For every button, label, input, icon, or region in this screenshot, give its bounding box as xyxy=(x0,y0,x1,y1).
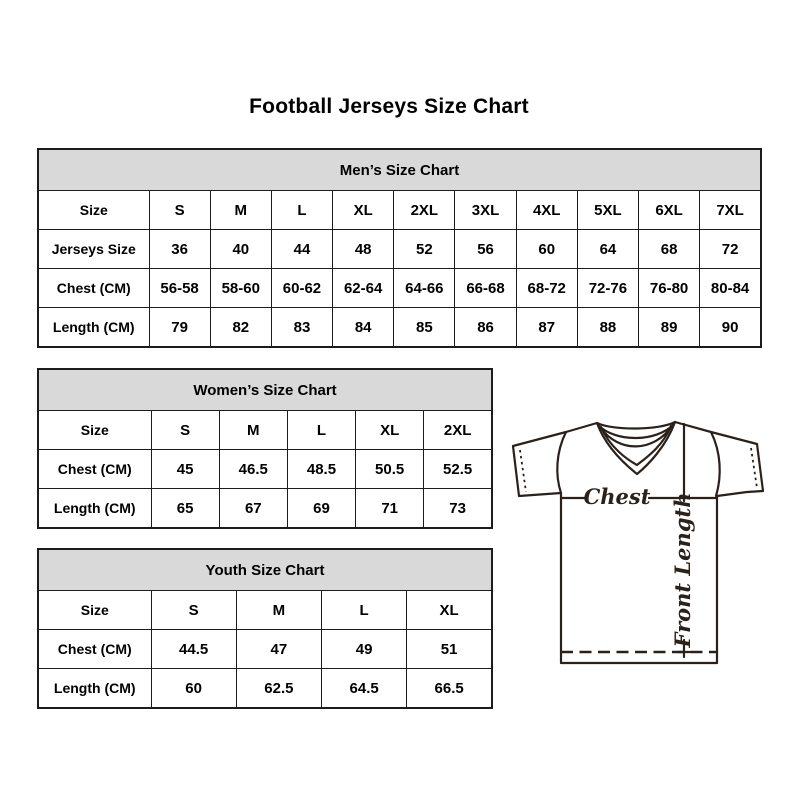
size-cell: 87 xyxy=(516,308,577,348)
table-row xyxy=(38,489,492,529)
size-cell: 83 xyxy=(271,308,332,348)
size-cell: 66.5 xyxy=(407,669,492,709)
size-cell: 64 xyxy=(577,230,638,269)
size-cell: 82 xyxy=(210,308,271,348)
size-header-cell: L xyxy=(322,591,407,630)
size-cell: 64.5 xyxy=(322,669,407,709)
size-cell: 86 xyxy=(455,308,516,348)
table-row xyxy=(38,230,761,269)
size-table xyxy=(37,548,493,709)
size-cell: 88 xyxy=(577,308,638,348)
size-cell: 62.5 xyxy=(236,669,321,709)
size-cell: 66-68 xyxy=(455,269,516,308)
size-header-cell: M xyxy=(236,591,321,630)
table-row xyxy=(38,269,761,308)
size-cell: 73 xyxy=(424,489,492,529)
size-cell: 85 xyxy=(394,308,455,348)
size-cell: 90 xyxy=(700,308,761,348)
size-cell: 68-72 xyxy=(516,269,577,308)
size-cell: 46.5 xyxy=(219,450,287,489)
size-cell: 36 xyxy=(149,230,210,269)
table-row xyxy=(38,630,492,669)
table-row xyxy=(38,308,761,348)
size-header-cell: 2XL xyxy=(424,411,492,450)
collar-top-curve xyxy=(597,422,675,429)
size-header-cell: M xyxy=(219,411,287,450)
size-cell: 71 xyxy=(356,489,424,529)
size-header-cell: XL xyxy=(407,591,492,630)
size-header-cell: 7XL xyxy=(700,191,761,230)
size-cell: 64-66 xyxy=(394,269,455,308)
size-cell: 49 xyxy=(322,630,407,669)
size-cell: 76-80 xyxy=(639,269,700,308)
row-label: Chest (CM) xyxy=(38,630,151,669)
size-cell: 72 xyxy=(700,230,761,269)
size-cell: 62-64 xyxy=(333,269,394,308)
size-cell: 56 xyxy=(455,230,516,269)
size-header-cell: S xyxy=(151,591,236,630)
youth-size-table xyxy=(37,548,493,709)
size-cell: 89 xyxy=(639,308,700,348)
size-cell: 60-62 xyxy=(271,269,332,308)
table-title-band: Youth Size Chart xyxy=(38,549,492,591)
size-cell: 72-76 xyxy=(577,269,638,308)
size-header-cell: 5XL xyxy=(577,191,638,230)
size-header-cell: XL xyxy=(333,191,394,230)
table-row xyxy=(38,669,492,709)
size-header-cell: 6XL xyxy=(639,191,700,230)
chest-label: Chest xyxy=(583,484,651,509)
size-cell: 60 xyxy=(151,669,236,709)
size-cell: 65 xyxy=(151,489,219,529)
size-table xyxy=(37,148,762,348)
size-header-cell: S xyxy=(151,411,219,450)
row-label: Length (CM) xyxy=(38,669,151,709)
size-header-label: Size xyxy=(38,411,151,450)
front-length-label: Front Length xyxy=(670,492,695,648)
size-header-cell: 2XL xyxy=(394,191,455,230)
jersey-diagram xyxy=(500,400,780,680)
size-cell: 84 xyxy=(333,308,394,348)
jersey-svg xyxy=(500,400,780,680)
size-cell: 52 xyxy=(394,230,455,269)
row-label: Length (CM) xyxy=(38,308,149,348)
row-label: Jerseys Size xyxy=(38,230,149,269)
size-cell: 44 xyxy=(271,230,332,269)
row-label: Chest (CM) xyxy=(38,450,151,489)
size-cell: 80-84 xyxy=(700,269,761,308)
size-cell: 56-58 xyxy=(149,269,210,308)
size-cell: 79 xyxy=(149,308,210,348)
row-label: Length (CM) xyxy=(38,489,151,529)
size-header-cell: XL xyxy=(356,411,424,450)
size-cell: 69 xyxy=(287,489,355,529)
size-header-cell: S xyxy=(149,191,210,230)
size-cell: 58-60 xyxy=(210,269,271,308)
jersey-outline xyxy=(513,422,763,663)
size-cell: 52.5 xyxy=(424,450,492,489)
size-cell: 51 xyxy=(407,630,492,669)
size-cell: 50.5 xyxy=(356,450,424,489)
size-cell: 45 xyxy=(151,450,219,489)
size-cell: 44.5 xyxy=(151,630,236,669)
size-header-cell: L xyxy=(287,411,355,450)
size-header-cell: L xyxy=(271,191,332,230)
size-cell: 48.5 xyxy=(287,450,355,489)
table-row xyxy=(38,450,492,489)
table-title-band: Women’s Size Chart xyxy=(38,369,492,411)
row-label: Chest (CM) xyxy=(38,269,149,308)
size-cell: 40 xyxy=(210,230,271,269)
size-cell: 68 xyxy=(639,230,700,269)
size-header-label: Size xyxy=(38,591,151,630)
size-cell: 67 xyxy=(219,489,287,529)
size-cell: 60 xyxy=(516,230,577,269)
womens-size-table xyxy=(37,368,493,529)
size-header-cell: 4XL xyxy=(516,191,577,230)
page-title: Football Jerseys Size Chart xyxy=(249,95,529,118)
table-title-band: Men’s Size Chart xyxy=(38,149,761,191)
size-header-cell: M xyxy=(210,191,271,230)
size-header-cell: 3XL xyxy=(455,191,516,230)
size-cell: 48 xyxy=(333,230,394,269)
mens-size-table xyxy=(37,148,762,348)
size-header-label: Size xyxy=(38,191,149,230)
size-cell: 47 xyxy=(236,630,321,669)
size-table xyxy=(37,368,493,529)
